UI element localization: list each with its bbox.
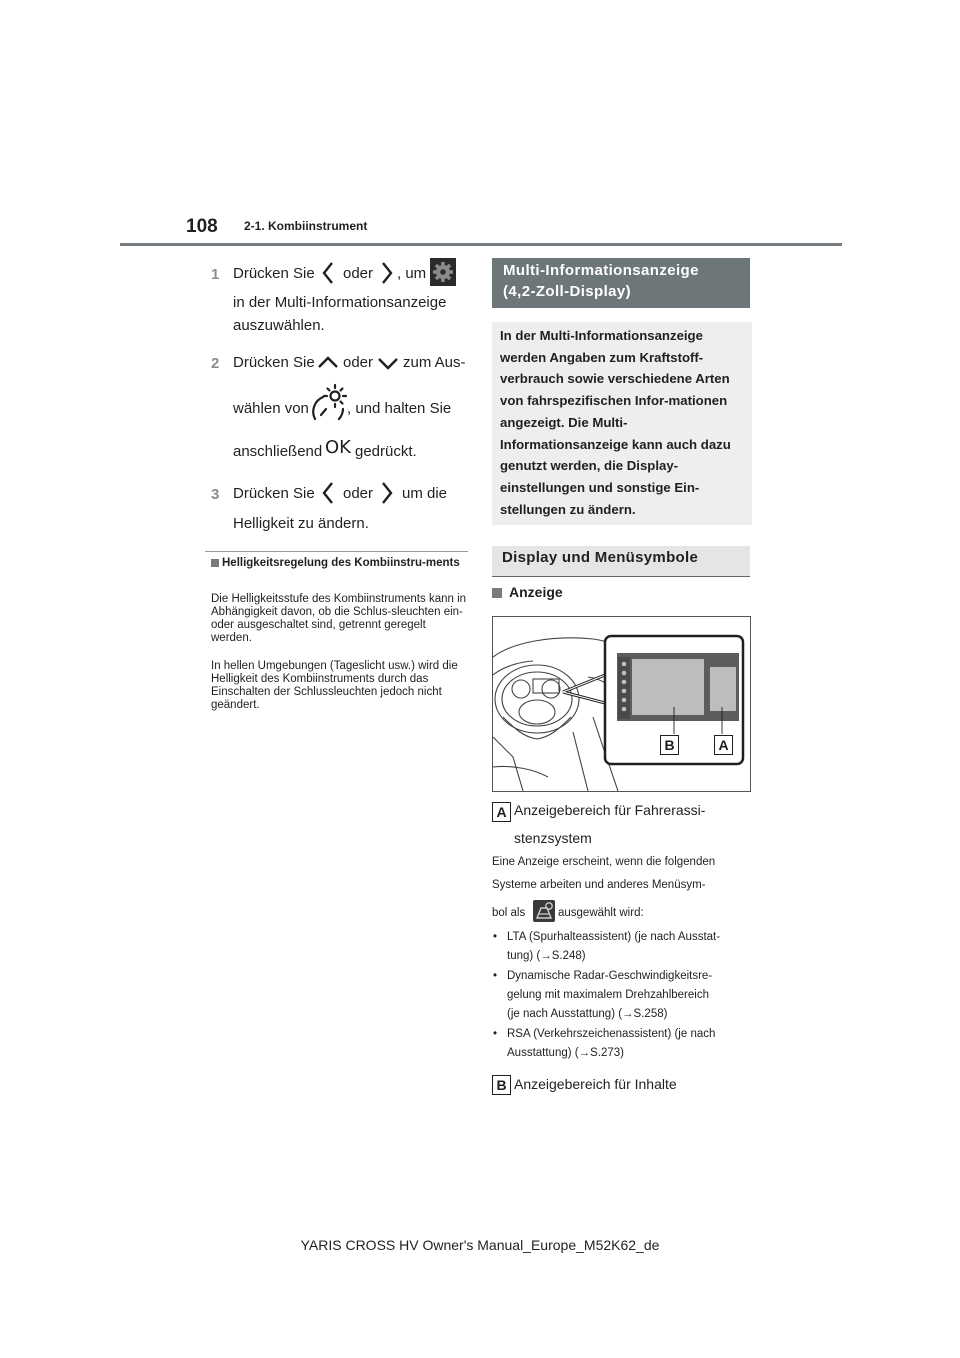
section-header-line-1: Multi-Informationsanzeige [503, 262, 699, 279]
step-2-text-b: oder [343, 354, 374, 371]
bullet-3-line-2: Ausstattung) (→S.273) [507, 1047, 624, 1059]
chevron-left-icon [321, 261, 335, 285]
chevron-down-icon [377, 356, 399, 370]
section-header-line-2: (4,2-Zoll-Display) [503, 283, 632, 300]
step-1-text-a: Drücken Sie [233, 265, 315, 282]
step-1-text-b: oder [343, 265, 374, 282]
subheading-anzeige: Anzeige [509, 584, 563, 600]
step-2-line-2b: , und halten Sie [347, 400, 452, 417]
section-header-display-symbols-text: Display und Menüsymbole [502, 549, 699, 566]
bullet-1-line-2: tung) (→S.248) [507, 950, 586, 962]
chevron-right-icon [380, 481, 394, 505]
step-1-text-c: , um [397, 265, 427, 282]
step-3-number: 3 [211, 486, 220, 503]
item-b-title: Anzeigebereich für Inhalte [514, 1076, 677, 1092]
settings-gear-icon [430, 258, 456, 286]
note-heading: Helligkeitsregelung des Kombiinstru-ments [222, 557, 460, 569]
note-paragraph-2: In hellen Umgebungen (Tageslicht usw.) wird die Helligkeit des Kombiinstruments durch das Einschalten der Schlussleuchten jedoch nicht geändert. [211, 660, 458, 711]
section-header-multi-info [492, 258, 750, 308]
step-3-text-a: Drücken Sie [233, 485, 315, 502]
item-b-label: B [492, 1075, 511, 1095]
figure-callout-a: A [714, 735, 733, 755]
step-2-line-2a: wählen von [233, 400, 309, 417]
intro-text: In der Multi-Informationsanzeige werden Angaben zum Kraftstoff-verbrauch sowie verschiedene Arten von fahrspezifischen Infor-mationen angezeigt. Die Multi-Informationsanzeige kann auch dazu genutzt werden, die Display-einstellungen und sonstige Ein-stellungen zu ändern. [500, 328, 731, 517]
note-rule [205, 551, 468, 552]
instrument-cluster-figure [492, 616, 751, 792]
step-3-line-2: Helligkeit zu ändern. [233, 515, 369, 532]
chevron-right-icon [380, 261, 394, 285]
step-2-text-a: Drücken Sie [233, 354, 315, 371]
step-1-line-3: auszuwählen. [233, 317, 325, 334]
brightness-meter-icon [309, 383, 349, 423]
step-2-line-3b: gedrückt. [355, 443, 417, 460]
item-a-desc-3a: bol als [492, 907, 526, 919]
step-2-line-3a: anschließend [233, 443, 323, 460]
step-2-text-c: zum Aus- [403, 354, 466, 371]
item-a-desc-2: Systeme arbeiten und anderes Menüsym- [492, 879, 706, 891]
bullet-3-dot: • [493, 1028, 498, 1040]
page-number: 108 [186, 216, 218, 237]
note-paragraph-1: Die Helligkeitsstufe des Kombiinstruments kann in Abhängigkeit davon, ob die Schlus-sleuchten ein- oder ausgeschaltet sind, getrennt geregelt werden. [211, 593, 467, 644]
bullet-2-line-2: gelung mit maximalem Drehzahlbereich [507, 989, 709, 1001]
footer-manual-id: YARIS CROSS HV Owner's Manual_Europe_M52K62_de [300, 1237, 660, 1253]
bullet-1-dot: • [493, 931, 498, 943]
subheading-square-icon [492, 588, 502, 598]
chevron-up-icon [317, 355, 339, 369]
bullet-1-line-1: LTA (Spurhalteassistent) (je nach Ausstat- [507, 931, 721, 943]
step-1-line-2: in der Multi-Informationsanzeige [233, 294, 447, 311]
step-2-number: 2 [211, 355, 220, 372]
bullet-2-line-1: Dynamische Radar-Geschwindigkeitsre- [507, 970, 713, 982]
driver-assist-icon [533, 900, 555, 922]
step-3-text-b: oder [343, 485, 374, 502]
item-a-title-2: stenzsystem [514, 830, 592, 846]
step-3-text-c: um die [402, 485, 448, 502]
item-a-desc-3b: ausgewählt wird: [558, 907, 644, 919]
section-title: 2-1. Kombiinstrument [244, 219, 368, 233]
header-rule [120, 243, 842, 246]
ok-button-icon: OK [325, 437, 351, 458]
item-a-label: A [492, 802, 511, 822]
bullet-2-dot: • [493, 970, 498, 982]
bullet-3-line-1: RSA (Verkehrszeichenassistent) (je nach [507, 1028, 716, 1040]
step-1-number: 1 [211, 266, 220, 283]
item-a-desc-1: Eine Anzeige erscheint, wenn die folgenden [492, 856, 716, 868]
figure-callout-b: B [660, 735, 679, 755]
dashboard-illustration [493, 617, 750, 791]
bullet-2-line-3: (je nach Ausstattung) (→S.258) [507, 1008, 668, 1020]
item-a-title-1: Anzeigebereich für Fahrerassi- [514, 802, 706, 818]
chevron-left-icon [321, 481, 335, 505]
